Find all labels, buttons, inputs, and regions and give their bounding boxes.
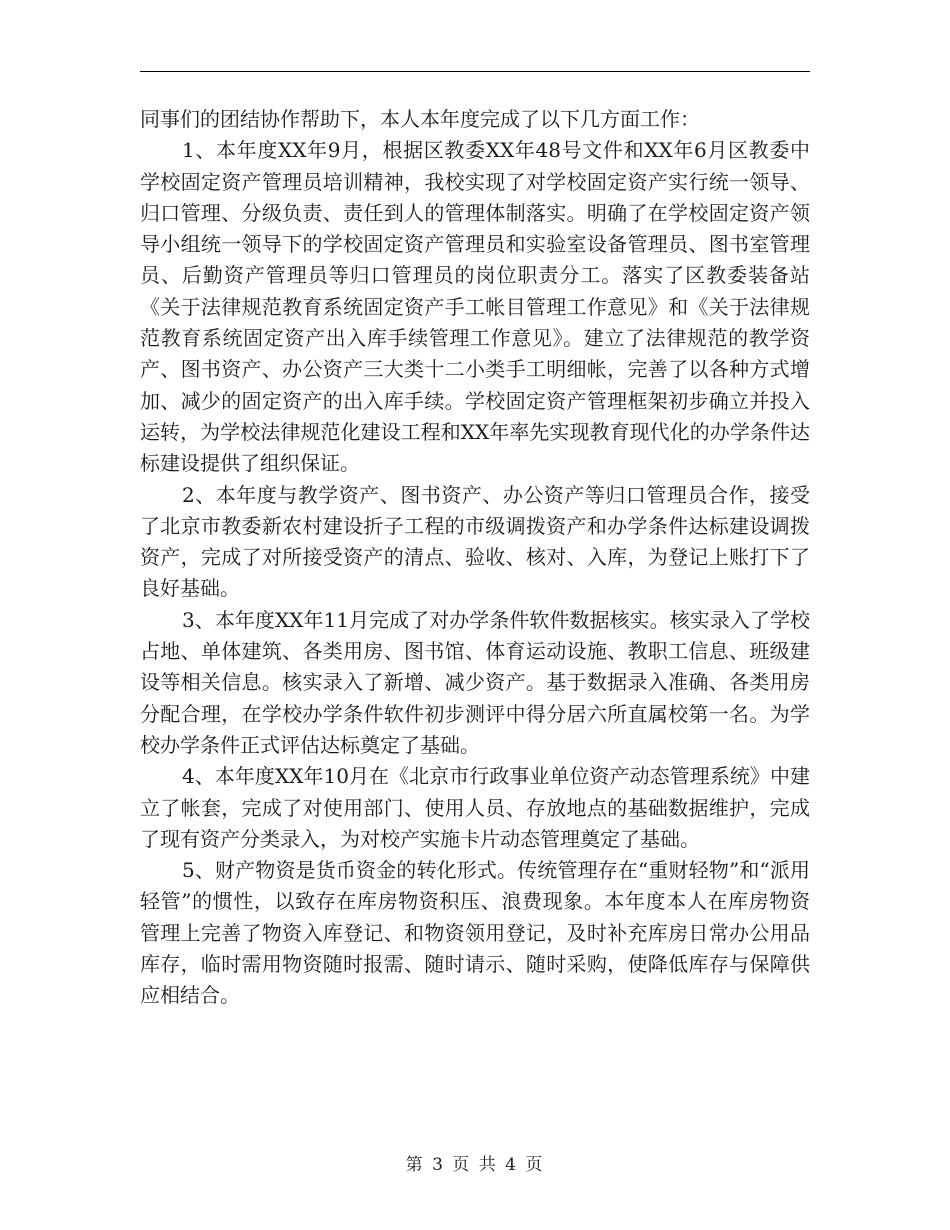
footer-suffix: 页: [525, 1155, 545, 1175]
header-rule: [140, 71, 810, 72]
total-page-count: 4: [505, 1155, 518, 1175]
paragraph-item-1: 1、本年度XX年9月，根据区教委XX年48号文件和XX年6月区教委中学校固定资产管理员培训精神，我校实现了对学校固定资产实行统一领导、归口管理、分级负责、责任到人的管理体制落实。明确了在学校固定资产领导小组统一领导下的学校固定资产管理员和实验室设备管理员、图书室管理员、后勤资产管理员等归口管理员的岗位职责分工。落实了区教委装备站《关于法律规范教育系统固定资产手工帐目管理工作意见》和《关于法律规范教育系统固定资产出入库手续管理工作意见》。建立了法律规范的教学资产、图书资产、办公资产三大类十二小类手工明细帐，完善了以各种方式增加、减少的固定资产的出入库手续。学校固定资产管理框架初步确立并投入运转，为学校法律规范化建设工程和XX年率先实现教育现代化的办学条件达标建设提供了组织保证。: [140, 138, 810, 476]
document-body: [140, 104, 810, 1012]
paragraph-continuation: 同事们的团结协作帮助下，本人本年度完成了以下几方面工作：: [140, 107, 700, 131]
footer-prefix: 第: [405, 1155, 425, 1175]
page-footer: [0, 1150, 950, 1175]
footer-middle: 页 共: [452, 1155, 498, 1175]
paragraph-item-3: 3、本年度XX年11月完成了对办学条件软件数据核实。核实录入了学校占地、单体建筑、各类用房、图书馆、体育运动设施、教职工信息、班级建设等相关信息。核实录入了新增、减少资产。基于数据录入准确、各类用房分配合理，在学校办学条件软件初步测评中得分居六所直属校第一名。为学校办学条件正式评估达标奠定了基础。: [140, 607, 810, 757]
paragraph-item-2: 2、本年度与教学资产、图书资产、办公资产等归口管理员合作，接受了北京市教委新农村建设折子工程的市级调拨资产和办学条件达标建设调拨资产，完成了对所接受资产的清点、验收、核对、入库，为登记上账打下了良好基础。: [140, 482, 810, 601]
paragraph-item-5: 5、财产物资是货币资金的转化形式。传统管理存在“重财轻物”和“派用轻管”的惯性，以致存在库房物资积压、浪费现象。本年度本人在库房物资管理上完善了物资入库登记、和物资领用登记，及时补充库房日常办公用品库存，临时需用物资随时报需、随时请示、随时采购，使降低库存与保障供应相结合。: [140, 858, 810, 1008]
current-page-number: 3: [432, 1155, 445, 1175]
paragraph-item-4: 4、本年度XX年10月在《北京市行政事业单位资产动态管理系统》中建立了帐套，完成了对使用部门、使用人员、存放地点的基础数据维护，完成了现有资产分类录入，为对校产实施卡片动态管理奠定了基础。: [140, 764, 810, 851]
